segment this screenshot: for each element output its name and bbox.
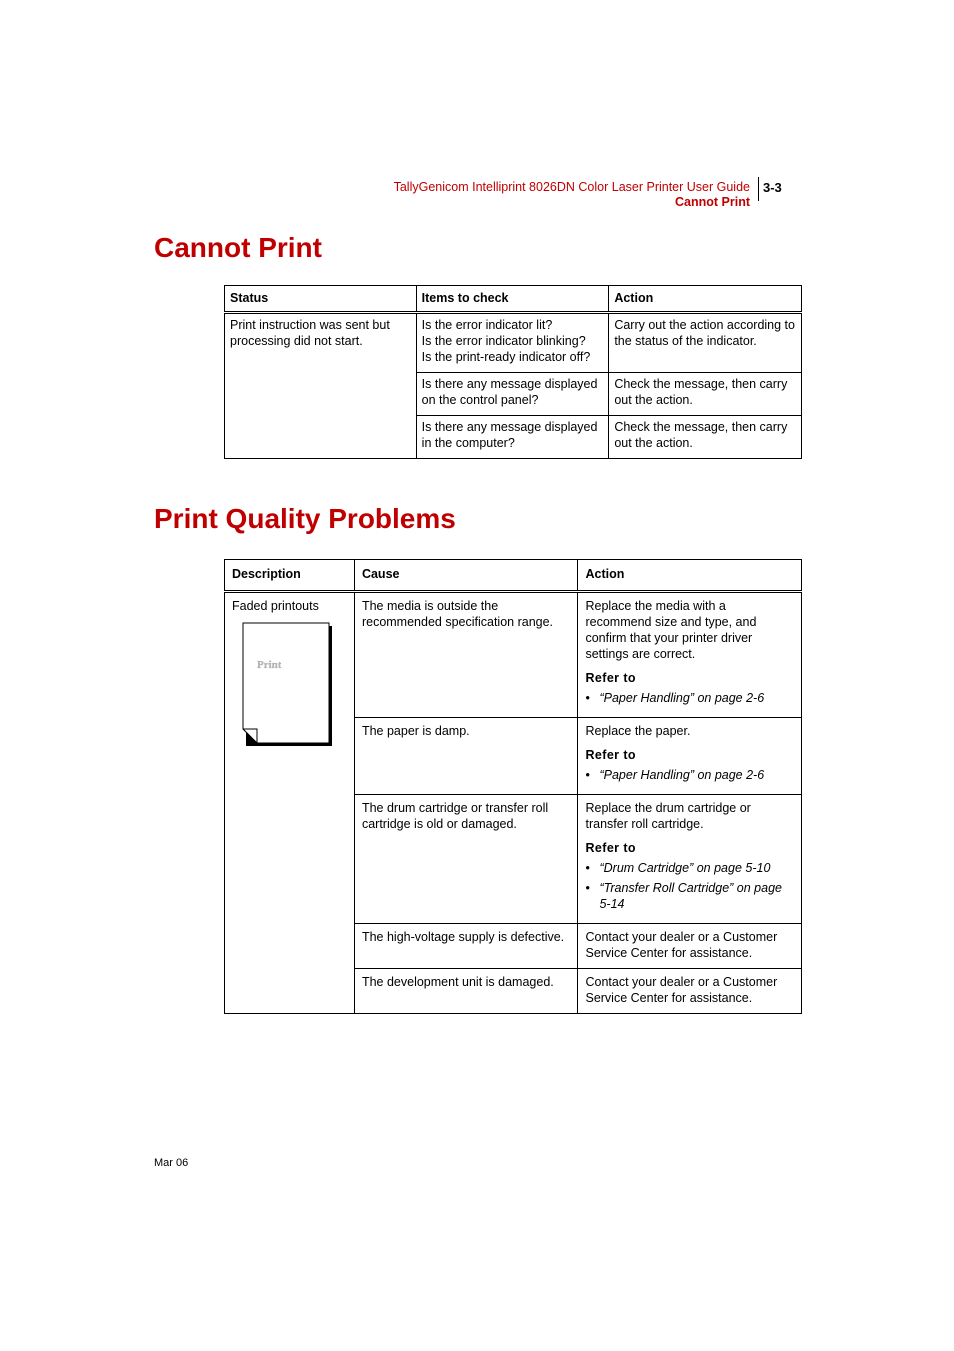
check-item: Is the error indicator blinking?	[421, 334, 586, 348]
action-cell: Check the message, then carry out the action.	[609, 416, 802, 459]
check-item: Is there any message displayed in the computer?	[421, 420, 598, 450]
check-item: Is there any message displayed on the control panel?	[421, 377, 598, 407]
footer-date: Mar 06	[154, 1157, 189, 1169]
faded-print-sample: Print	[257, 659, 282, 671]
cause-cell: The media is outside the recommended specification range.	[354, 592, 578, 718]
action-text: Replace the drum cartridge or transfer roll cartridge.	[585, 801, 751, 831]
refer-to-label: Refer to	[585, 841, 636, 855]
cause-cell: The drum cartridge or transfer roll cartridge is old or damaged.	[354, 795, 578, 924]
action-cell: Carry out the action according to the status of the indicator.	[609, 313, 802, 373]
reference-link[interactable]: • “Transfer Roll Cartridge” on page 5-14	[585, 880, 794, 912]
reference-link[interactable]: • “Paper Handling” on page 2-6	[585, 690, 794, 706]
print-quality-table	[224, 559, 802, 1014]
print-quality-heading: Print Quality Problems	[154, 503, 456, 534]
action-cell: Contact your dealer or a Customer Service Center for assistance.	[578, 969, 802, 1014]
cannot-print-table	[224, 285, 802, 459]
header-divider	[758, 177, 759, 201]
action-cell: Contact your dealer or a Customer Service Center for assistance.	[578, 924, 802, 969]
table-row	[225, 592, 802, 718]
items-cell	[416, 373, 609, 416]
refer-to-label: Refer to	[585, 748, 636, 762]
action-cell	[578, 795, 802, 924]
reference-link[interactable]: • “Paper Handling” on page 2-6	[585, 767, 794, 783]
table-header-row	[225, 286, 802, 313]
section-title: Cannot Print	[675, 195, 750, 209]
description-cell	[225, 592, 355, 1014]
action-cell: Check the message, then carry out the action.	[609, 373, 802, 416]
description-text: Faded printouts	[232, 599, 319, 613]
items-cell	[416, 313, 609, 373]
column-header: Cause	[354, 560, 578, 592]
running-header	[394, 180, 750, 210]
action-cell	[578, 592, 802, 718]
column-header: Description	[225, 560, 355, 592]
guide-title: TallyGenicom Intelliprint 8026DN Color Laser Printer User Guide	[393, 180, 750, 194]
column-header: Action	[609, 286, 802, 313]
refer-to-label: Refer to	[585, 671, 636, 685]
action-text: Replace the paper.	[585, 724, 691, 738]
table-row	[225, 313, 802, 373]
action-text: Replace the media with a recommend size and type, and confirm that your printer driver settings are correct.	[585, 599, 757, 661]
cause-cell: The paper is damp.	[354, 718, 578, 795]
check-item: Is the print-ready indicator off?	[421, 350, 591, 364]
faded-page-illustration	[242, 622, 334, 748]
cause-cell: The development unit is damaged.	[354, 969, 578, 1014]
items-cell	[416, 416, 609, 459]
column-header: Items to check	[416, 286, 609, 313]
cannot-print-heading: Cannot Print	[154, 232, 322, 263]
status-cell: Print instruction was sent but processing did not start.	[225, 313, 417, 459]
cause-cell: The high-voltage supply is defective.	[354, 924, 578, 969]
check-item: Is the error indicator lit?	[421, 318, 553, 332]
page-number: 3-3	[763, 180, 782, 195]
column-header: Action	[578, 560, 802, 592]
action-cell	[578, 718, 802, 795]
column-header: Status	[225, 286, 417, 313]
reference-link[interactable]: • “Drum Cartridge” on page 5-10	[585, 860, 794, 876]
table-header-row	[225, 560, 802, 592]
